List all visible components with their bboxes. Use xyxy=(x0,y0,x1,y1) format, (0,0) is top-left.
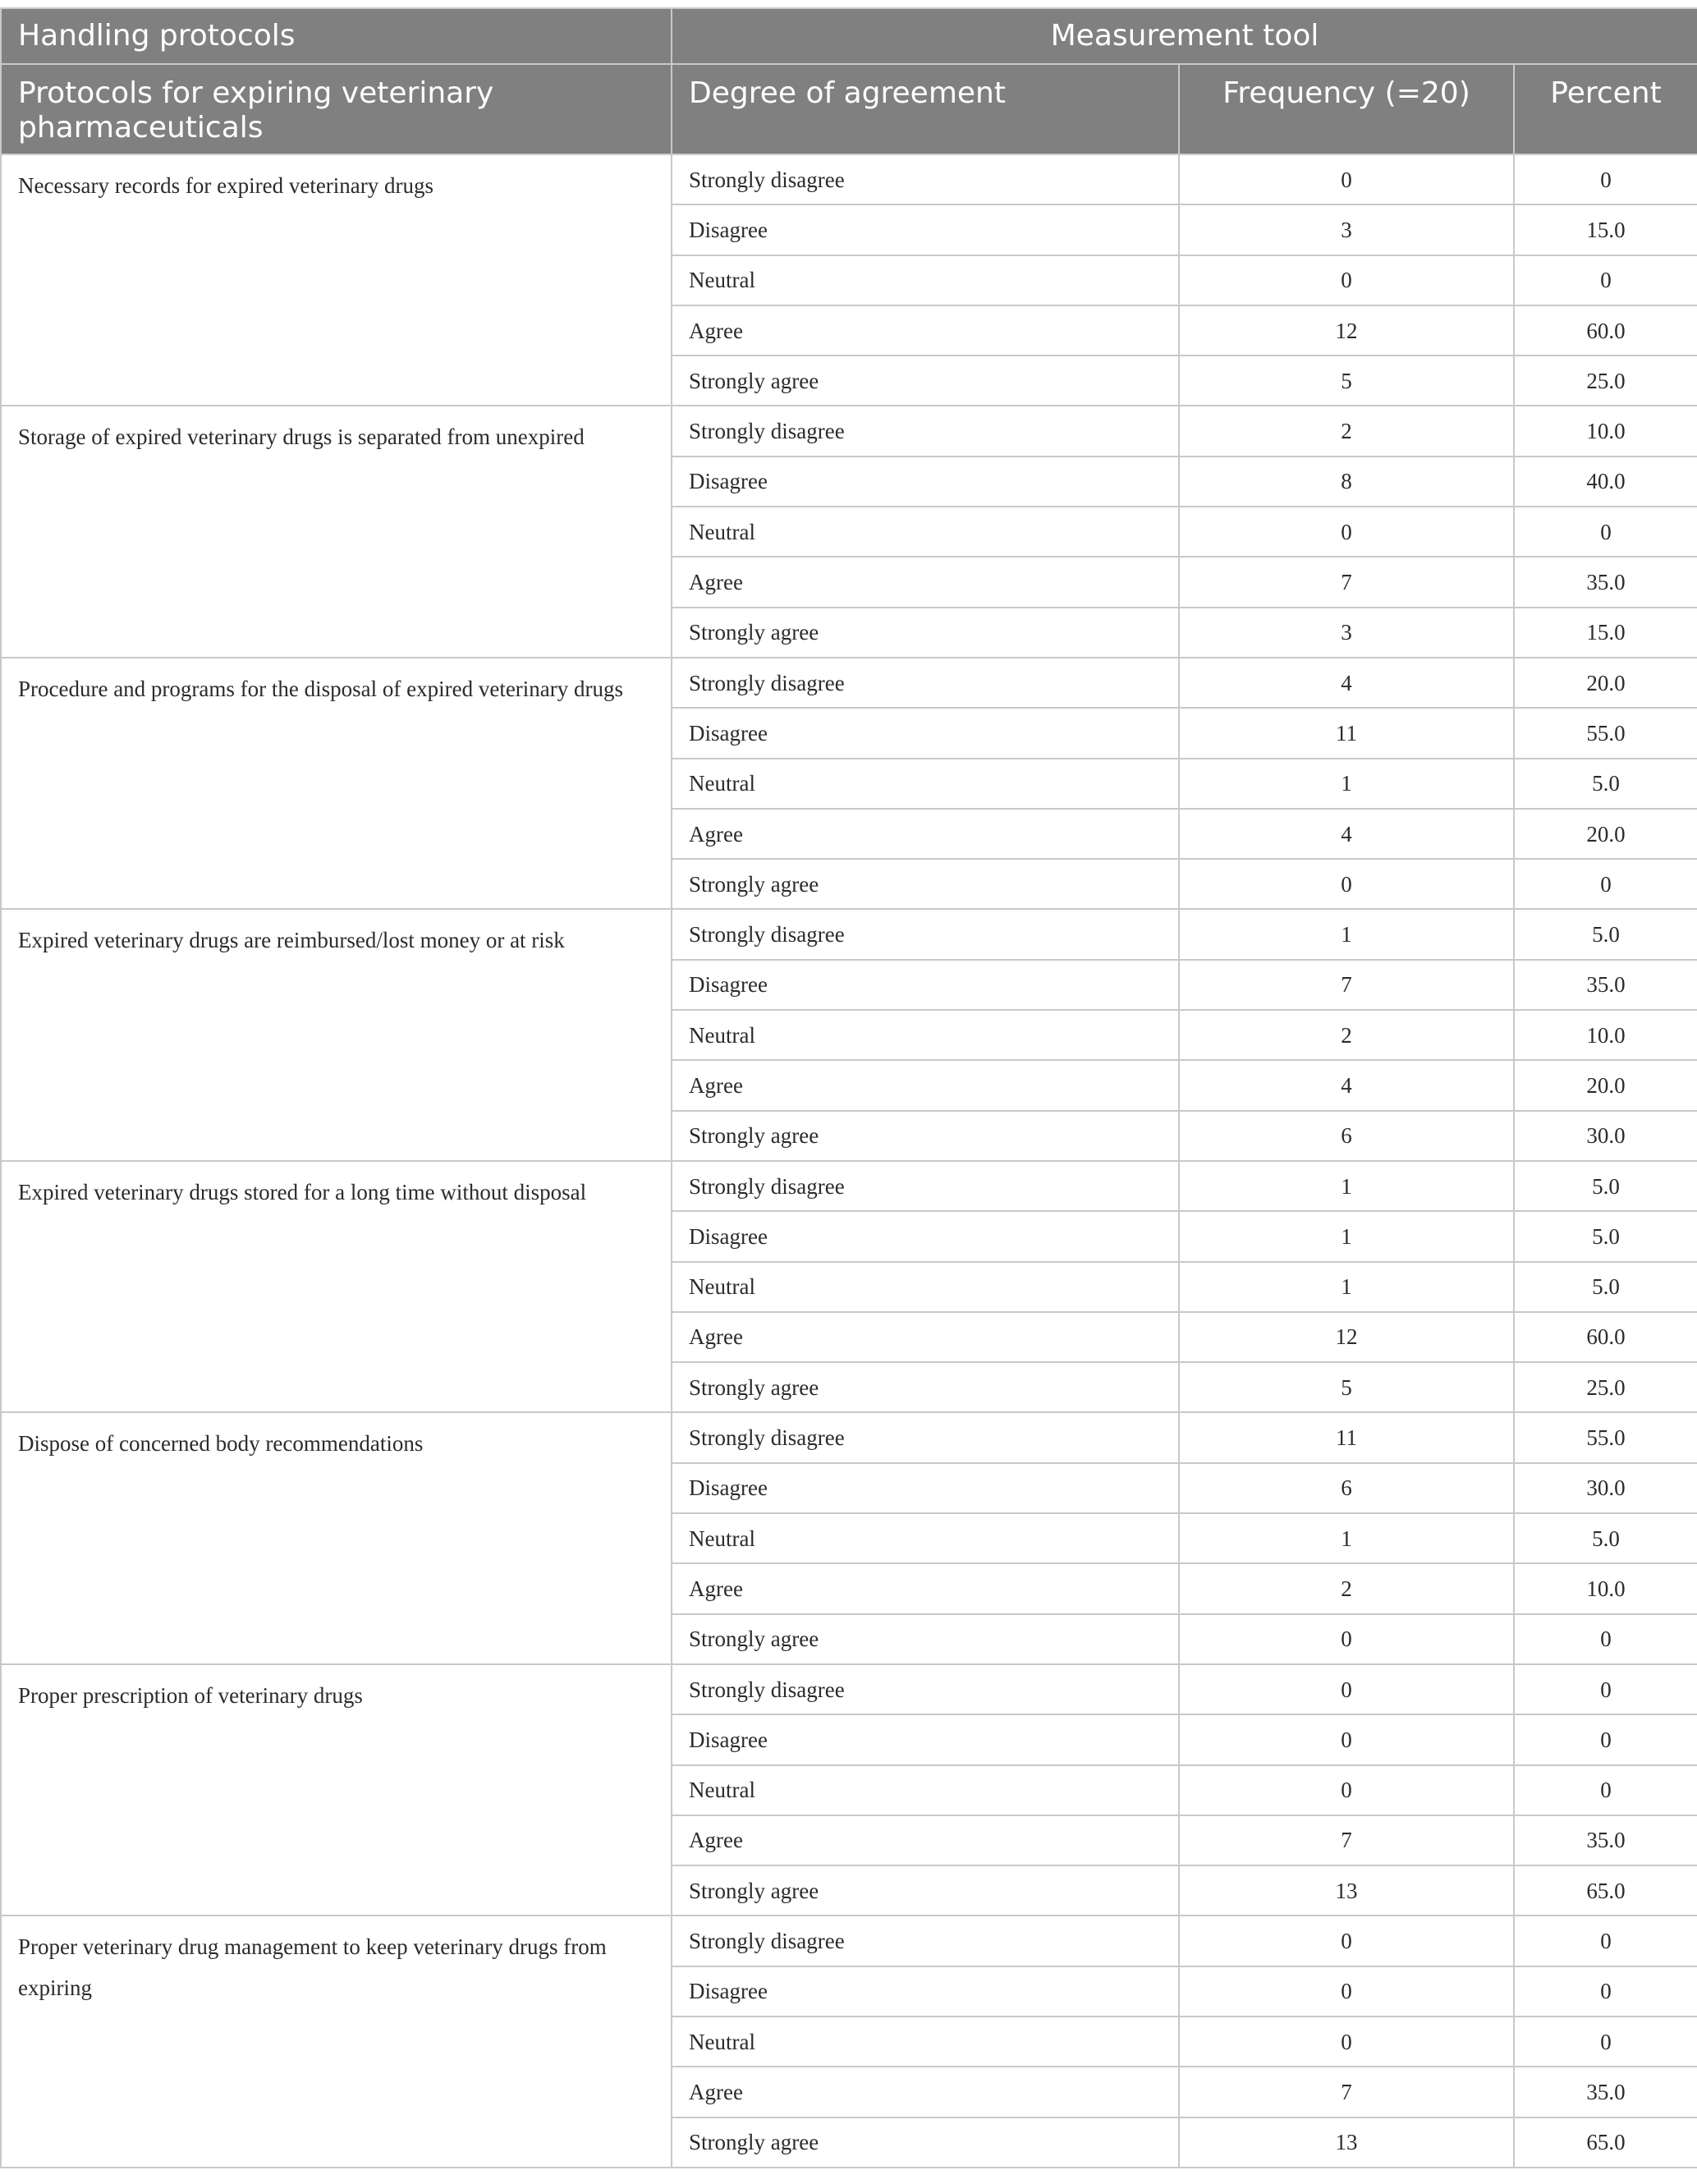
percent-cell: 0 xyxy=(1514,1714,1697,1764)
percent-cell: 20.0 xyxy=(1514,658,1697,708)
frequency-cell: 0 xyxy=(1179,255,1514,305)
degree-cell: Neutral xyxy=(672,1513,1179,1563)
header-row-sub xyxy=(1,64,1697,154)
frequency-cell: 11 xyxy=(1179,708,1514,758)
degree-cell: Agree xyxy=(672,1312,1179,1362)
table-row xyxy=(1,1412,1697,1462)
frequency-cell: 3 xyxy=(1179,204,1514,255)
header-percent: Percent xyxy=(1514,64,1697,154)
percent-cell: 10.0 xyxy=(1514,1563,1697,1613)
percent-cell: 35.0 xyxy=(1514,2067,1697,2117)
degree-cell: Strongly agree xyxy=(672,356,1179,406)
percent-cell: 5.0 xyxy=(1514,1161,1697,1211)
percent-cell: 10.0 xyxy=(1514,406,1697,456)
frequency-cell: 0 xyxy=(1179,1765,1514,1815)
header-degree: Degree of agreement xyxy=(672,64,1179,154)
header-row-top xyxy=(1,8,1697,64)
frequency-cell: 12 xyxy=(1179,1312,1514,1362)
percent-cell: 5.0 xyxy=(1514,1211,1697,1261)
degree-cell: Strongly disagree xyxy=(672,1664,1179,1714)
table-row xyxy=(1,1161,1697,1211)
degree-cell: Strongly agree xyxy=(672,1111,1179,1161)
protocol-cell: Proper prescription of veterinary drugs xyxy=(1,1664,672,1916)
percent-cell: 60.0 xyxy=(1514,305,1697,356)
frequency-cell: 0 xyxy=(1179,1714,1514,1764)
frequency-cell: 2 xyxy=(1179,406,1514,456)
frequency-cell: 0 xyxy=(1179,1664,1514,1714)
degree-cell: Disagree xyxy=(672,708,1179,758)
degree-cell: Neutral xyxy=(672,759,1179,809)
degree-cell: Agree xyxy=(672,809,1179,859)
percent-cell: 35.0 xyxy=(1514,960,1697,1010)
percent-cell: 55.0 xyxy=(1514,1412,1697,1462)
frequency-cell: 1 xyxy=(1179,1161,1514,1211)
percent-cell: 60.0 xyxy=(1514,1312,1697,1362)
percent-cell: 0 xyxy=(1514,1966,1697,2017)
frequency-cell: 4 xyxy=(1179,1060,1514,1110)
frequency-cell: 2 xyxy=(1179,1563,1514,1613)
frequency-cell: 13 xyxy=(1179,1865,1514,1916)
percent-cell: 15.0 xyxy=(1514,608,1697,658)
frequency-cell: 7 xyxy=(1179,2067,1514,2117)
degree-cell: Agree xyxy=(672,1815,1179,1865)
frequency-cell: 8 xyxy=(1179,457,1514,507)
percent-cell: 10.0 xyxy=(1514,1010,1697,1060)
table-row xyxy=(1,658,1697,708)
frequency-cell: 7 xyxy=(1179,1815,1514,1865)
degree-cell: Neutral xyxy=(672,2017,1179,2067)
protocol-cell: Expired veterinary drugs stored for a long time without disposal xyxy=(1,1161,672,1412)
percent-cell: 20.0 xyxy=(1514,1060,1697,1110)
degree-cell: Strongly agree xyxy=(672,859,1179,909)
data-table xyxy=(0,7,1697,2168)
table-row xyxy=(1,154,1697,204)
frequency-cell: 0 xyxy=(1179,507,1514,557)
header-handling-protocols: Handling protocols xyxy=(1,8,672,64)
percent-cell: 5.0 xyxy=(1514,1513,1697,1563)
frequency-cell: 1 xyxy=(1179,759,1514,809)
degree-cell: Disagree xyxy=(672,1966,1179,2017)
percent-cell: 55.0 xyxy=(1514,708,1697,758)
frequency-cell: 7 xyxy=(1179,557,1514,607)
degree-cell: Strongly disagree xyxy=(672,406,1179,456)
percent-cell: 25.0 xyxy=(1514,356,1697,406)
percent-cell: 35.0 xyxy=(1514,557,1697,607)
protocol-cell: Expired veterinary drugs are reimbursed/lost money or at risk xyxy=(1,909,672,1160)
protocol-cell: Proper veterinary drug management to keep veterinary drugs from expiring xyxy=(1,1916,672,2167)
percent-cell: 0 xyxy=(1514,154,1697,204)
frequency-cell: 1 xyxy=(1179,1211,1514,1261)
degree-cell: Agree xyxy=(672,2067,1179,2117)
frequency-cell: 0 xyxy=(1179,859,1514,909)
percent-cell: 0 xyxy=(1514,1614,1697,1664)
protocol-cell: Dispose of concerned body recommendations xyxy=(1,1412,672,1663)
degree-cell: Strongly agree xyxy=(672,1865,1179,1916)
degree-cell: Agree xyxy=(672,1060,1179,1110)
percent-cell: 0 xyxy=(1514,1664,1697,1714)
percent-cell: 0 xyxy=(1514,859,1697,909)
degree-cell: Neutral xyxy=(672,255,1179,305)
percent-cell: 5.0 xyxy=(1514,1262,1697,1312)
percent-cell: 40.0 xyxy=(1514,457,1697,507)
degree-cell: Disagree xyxy=(672,1211,1179,1261)
degree-cell: Neutral xyxy=(672,1010,1179,1060)
percent-cell: 35.0 xyxy=(1514,1815,1697,1865)
table-row xyxy=(1,1664,1697,1714)
percent-cell: 30.0 xyxy=(1514,1111,1697,1161)
frequency-cell: 4 xyxy=(1179,809,1514,859)
frequency-cell: 11 xyxy=(1179,1412,1514,1462)
degree-cell: Strongly disagree xyxy=(672,1161,1179,1211)
frequency-cell: 0 xyxy=(1179,2017,1514,2067)
degree-cell: Neutral xyxy=(672,1765,1179,1815)
degree-cell: Strongly disagree xyxy=(672,154,1179,204)
frequency-cell: 4 xyxy=(1179,658,1514,708)
frequency-cell: 12 xyxy=(1179,305,1514,356)
degree-cell: Agree xyxy=(672,305,1179,356)
frequency-cell: 1 xyxy=(1179,1262,1514,1312)
degree-cell: Strongly agree xyxy=(672,1614,1179,1664)
degree-cell: Disagree xyxy=(672,457,1179,507)
header-protocols: Protocols for expiring veterinary pharmaceuticals xyxy=(1,64,672,154)
table-header xyxy=(1,8,1697,154)
degree-cell: Neutral xyxy=(672,507,1179,557)
frequency-cell: 7 xyxy=(1179,960,1514,1010)
protocol-cell: Procedure and programs for the disposal of expired veterinary drugs xyxy=(1,658,672,909)
percent-cell: 20.0 xyxy=(1514,809,1697,859)
table-body xyxy=(1,154,1697,2168)
frequency-cell: 6 xyxy=(1179,1463,1514,1513)
degree-cell: Strongly disagree xyxy=(672,1412,1179,1462)
percent-cell: 0 xyxy=(1514,255,1697,305)
degree-cell: Disagree xyxy=(672,1714,1179,1764)
frequency-cell: 2 xyxy=(1179,1010,1514,1060)
protocol-cell: Necessary records for expired veterinary drugs xyxy=(1,154,672,406)
degree-cell: Disagree xyxy=(672,960,1179,1010)
degree-cell: Strongly agree xyxy=(672,608,1179,658)
percent-cell: 0 xyxy=(1514,1916,1697,1966)
frequency-cell: 5 xyxy=(1179,356,1514,406)
percent-cell: 0 xyxy=(1514,1765,1697,1815)
percent-cell: 0 xyxy=(1514,507,1697,557)
frequency-cell: 6 xyxy=(1179,1111,1514,1161)
frequency-cell: 0 xyxy=(1179,1614,1514,1664)
frequency-cell: 3 xyxy=(1179,608,1514,658)
degree-cell: Disagree xyxy=(672,204,1179,255)
percent-cell: 65.0 xyxy=(1514,1865,1697,1916)
percent-cell: 5.0 xyxy=(1514,759,1697,809)
degree-cell: Disagree xyxy=(672,1463,1179,1513)
degree-cell: Agree xyxy=(672,1563,1179,1613)
percent-cell: 30.0 xyxy=(1514,1463,1697,1513)
percent-cell: 15.0 xyxy=(1514,204,1697,255)
degree-cell: Strongly disagree xyxy=(672,909,1179,959)
frequency-cell: 0 xyxy=(1179,1966,1514,2017)
degree-cell: Strongly agree xyxy=(672,2117,1179,2168)
degree-cell: Strongly disagree xyxy=(672,658,1179,708)
degree-cell: Agree xyxy=(672,557,1179,607)
frequency-cell: 5 xyxy=(1179,1362,1514,1412)
header-frequency: Frequency (=20) xyxy=(1179,64,1514,154)
table-row xyxy=(1,406,1697,456)
frequency-cell: 1 xyxy=(1179,909,1514,959)
frequency-cell: 0 xyxy=(1179,154,1514,204)
percent-cell: 65.0 xyxy=(1514,2117,1697,2168)
protocol-cell: Storage of expired veterinary drugs is separated from unexpired xyxy=(1,406,672,657)
degree-cell: Strongly agree xyxy=(672,1362,1179,1412)
frequency-cell: 0 xyxy=(1179,1916,1514,1966)
table-row xyxy=(1,1916,1697,1966)
degree-cell: Neutral xyxy=(672,1262,1179,1312)
header-measurement-tool: Measurement tool xyxy=(672,8,1697,64)
percent-cell: 5.0 xyxy=(1514,909,1697,959)
percent-cell: 0 xyxy=(1514,2017,1697,2067)
frequency-cell: 1 xyxy=(1179,1513,1514,1563)
table-row xyxy=(1,909,1697,959)
degree-cell: Strongly disagree xyxy=(672,1916,1179,1966)
frequency-cell: 13 xyxy=(1179,2117,1514,2168)
percent-cell: 25.0 xyxy=(1514,1362,1697,1412)
